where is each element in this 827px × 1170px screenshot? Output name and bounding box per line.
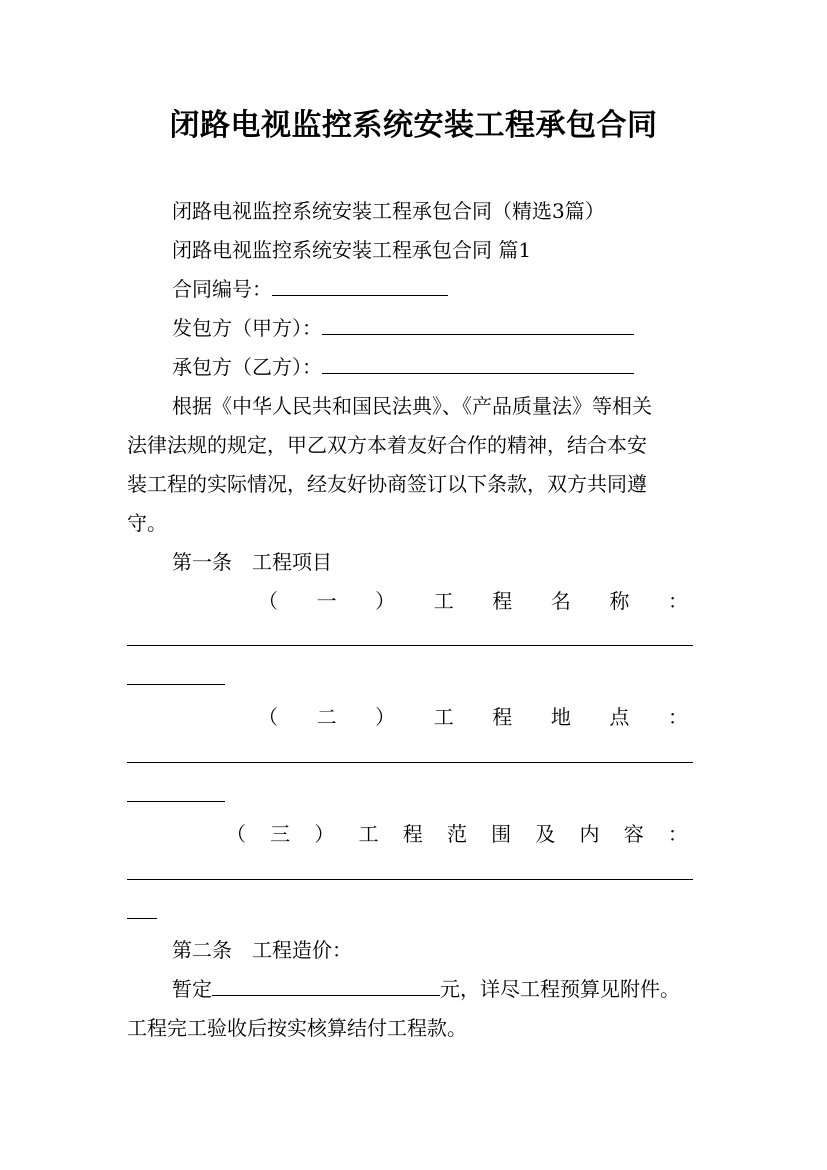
document-title: 闭路电视监控系统安装工程承包合同 (169, 108, 658, 143)
item-1-label: （ 一 ） 工 程 名 称 ： (258, 589, 688, 613)
article-2-heading: 第二条 工程造价： (172, 938, 352, 962)
price-suffix: 元，详尽工程预算见附件。 (440, 977, 680, 1001)
party-b-blank (322, 355, 634, 374)
intro-line-3: 装工程的实际情况，经友好协商签订以下条款，双方共同遵 (127, 472, 647, 496)
item-2-blank-line-1 (127, 762, 693, 763)
party-b-label: 承包方（乙方）： (172, 355, 322, 379)
item-3-blank-line-1 (127, 879, 693, 880)
price-line (172, 976, 680, 1002)
price-line-2: 工程完工验收后按实核算结付工程款。 (127, 1016, 467, 1040)
subtitle: 闭路电视监控系统安装工程承包合同（精选3篇） (172, 199, 605, 223)
article-1-heading: 第一条 工程项目 (172, 550, 332, 574)
item-3-label: （ 三 ） 工 程 范 围 及 内 容 ： (226, 822, 688, 846)
item-1-blank-line-1 (127, 645, 693, 646)
contract-number-line (172, 276, 448, 302)
item-3-blank-line-2 (127, 918, 157, 919)
item-2-blank-line-2 (127, 801, 225, 802)
intro-line-4: 守。 (127, 511, 167, 535)
item-1-blank-line-2 (127, 684, 225, 685)
contract-number-blank (272, 277, 448, 296)
price-prefix: 暂定 (172, 977, 212, 1001)
intro-line-1: 根据《中华人民共和国民法典》、《产品质量法》等相关 (172, 394, 652, 418)
intro-line-2: 法律法规的规定，甲乙双方本着友好合作的精神，结合本安 (127, 433, 647, 457)
contract-number-label: 合同编号： (172, 277, 272, 301)
party-b-line (172, 354, 634, 380)
price-blank (212, 977, 440, 996)
party-a-line (172, 315, 634, 341)
party-a-label: 发包方（甲方）： (172, 316, 322, 340)
item-2-label: （ 二 ） 工 程 地 点 ： (258, 705, 688, 729)
chapter-heading: 闭路电视监控系统安装工程承包合同 篇1 (172, 238, 532, 262)
party-a-blank (322, 316, 634, 335)
